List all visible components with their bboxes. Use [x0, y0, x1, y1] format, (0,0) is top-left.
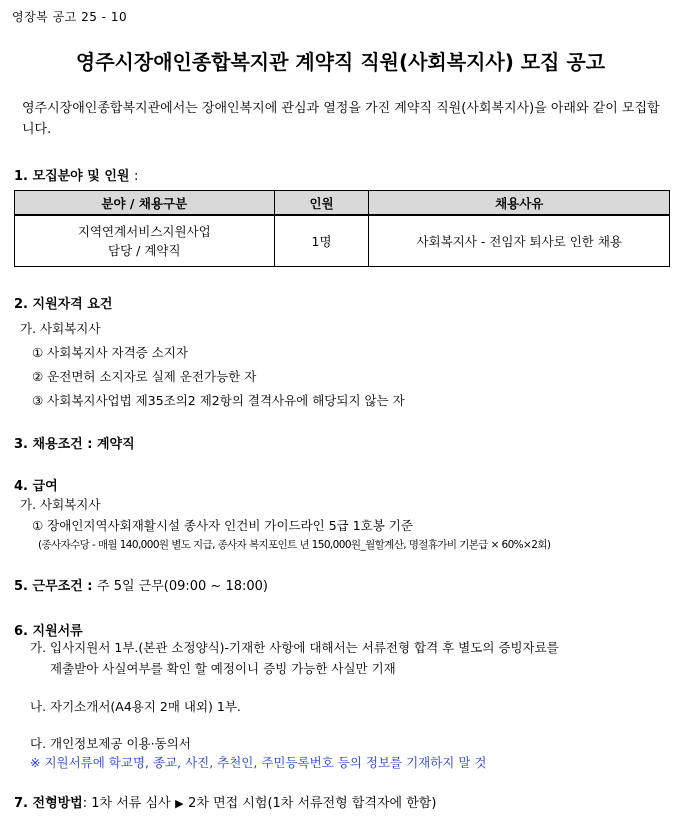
document-number: 영장복 공고 25 - 10	[12, 10, 128, 24]
cell-field-line1: 지역연계서비스지원사업	[77, 224, 211, 239]
section-5-heading	[14, 575, 268, 594]
qualification-item: ① 사회복지사 자격증 소지자	[32, 345, 188, 360]
qualification-item: ③ 사회복지사업법 제35조의2 제2항의 결격사유에 해당되지 않는 자	[32, 393, 405, 408]
section-6-title: 6. 지원서류	[14, 624, 83, 639]
section-3-title: 3. 채용조건 : 계약직	[14, 437, 135, 452]
header-count: 인원	[274, 191, 369, 216]
recruitment-table	[14, 190, 670, 267]
cell-field-line2: 담당 / 계약직	[108, 243, 181, 258]
arrow-right-icon: ▶	[175, 797, 184, 810]
document-item-ga-cont: 제출받아 사실여부를 확인 할 예정이니 증빙 가능한 사실만 기재	[50, 661, 396, 676]
salary-item: ① 장애인지역사회재활시설 종사자 인건비 가이드라인 5급 1호봉 기준	[32, 518, 413, 533]
work-conditions: 주 5일 근무(09:00 ~ 18:00)	[97, 579, 268, 594]
section-7-heading	[14, 792, 436, 811]
document-item-da: 다. 개인정보제공 이용·동의서	[30, 736, 191, 751]
section-4-title: 4. 급여	[14, 479, 58, 494]
section-1-title: 1. 모집분야 및 인원	[14, 169, 130, 184]
header-reason: 채용사유	[369, 191, 670, 216]
cell-count: 1명	[274, 215, 369, 267]
table-header-row	[15, 191, 670, 216]
table-row	[15, 215, 670, 267]
section-2-title: 2. 지원자격 요건	[14, 297, 113, 312]
selection-step-2: 2차 면접 시험(1차 서류전형 합격자에 한함)	[188, 796, 437, 811]
section-1-colon: :	[134, 169, 139, 184]
section-4-sub: 가. 사회복지사	[20, 497, 101, 512]
section-5-title: 5. 근무조건 :	[14, 579, 93, 594]
page-title: 영주시장애인종합복지관 계약직 직원(사회복지사) 모집 공고	[75, 50, 606, 74]
selection-step-1: : 1차 서류 심사	[82, 796, 171, 811]
section-1-heading	[14, 165, 138, 184]
cell-field	[15, 215, 275, 267]
warning-note: ※ 지원서류에 학교명, 종교, 사진, 추천인, 주민등록번호 등의 정보를 기재하지 말 것	[30, 755, 487, 770]
document-item-na: 나. 자기소개서(A4용지 2매 내외) 1부.	[30, 699, 241, 714]
qualification-item: ② 운전면허 소지자로 실제 운전가능한 자	[32, 369, 257, 384]
section-7-title: 7. 전형방법	[14, 796, 83, 811]
section-2-sub: 가. 사회복지사	[20, 321, 101, 336]
cell-reason: 사회복지사 - 전임자 퇴사로 인한 채용	[369, 215, 670, 267]
document-item-ga: 가. 입사지원서 1부.(본관 소정양식)-기재한 사항에 대해서는 서류전형 합격 후 별도의 증빙자료를	[30, 640, 559, 655]
intro-paragraph: 영주시장애인종합복지관에서는 장애인복지에 관심과 열정을 가진 계약직 직원(사회복지사)을 아래와 같이 모집합니다.	[22, 101, 660, 137]
header-field: 분야 / 채용구분	[15, 191, 275, 216]
salary-note: (종사자수당 - 매월 140,000원 별도 지급, 종사자 복지포인트 년 150,000원_월할계산, 명절휴가비 기본급 × 60%×2회)	[38, 539, 551, 551]
